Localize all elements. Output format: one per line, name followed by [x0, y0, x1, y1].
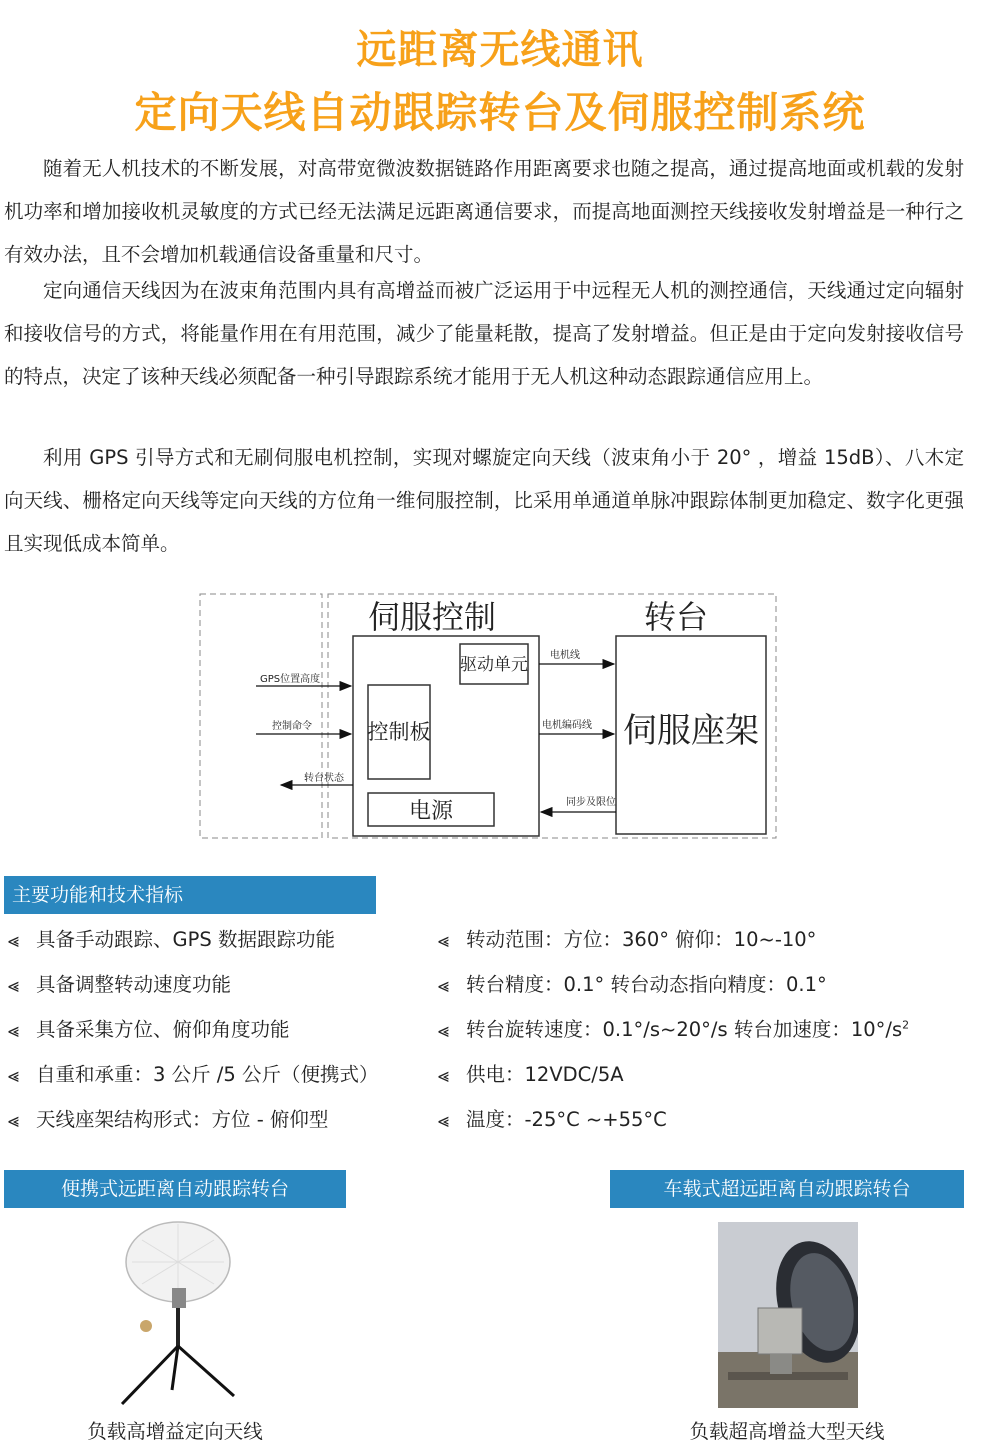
spec-right-item: ⪡ 温度：-25°C ~+55°C [438, 1108, 667, 1132]
page-title-line2: 定向天线自动跟踪转台及伺服控制系统 [134, 88, 866, 137]
portable-antenna-caption: 负载高增益定向天线 [87, 1420, 263, 1443]
intro-paragraph-3: 利用 GPS 引导方式和无刷伺服电机控制，实现对螺旋定向天线（波束角小于 20° ，增益 15dB）、八木定向天线、栅格定向天线等定向天线的方位角一维伺服控制，比采用单通道单脉冲跟踪体制更加稳定、数字化更强且实现低成本简单。 [4, 446, 964, 555]
arrow-left-icon: ⪡ [438, 974, 449, 997]
spec-left-item: ⪡ 天线座架结构形式：方位 - 俯仰型 [8, 1108, 329, 1132]
page-title-line1: 远距离无线通讯 [356, 27, 644, 73]
intro-paragraph-1: 随着无人机技术的不断发展，对高带宽微波数据链路作用距离要求也随之提高，通过提高地面或机载的发射机功率和增加接收机灵敏度的方式已经无法满足远距离通信要求，而提高地面测控天线接收发射增益是一种行之有效办法，且不会增加机载通信设备重量和尺寸。 [4, 157, 964, 266]
spec-left-item: ⪡ 具备调整转动速度功能 [8, 973, 232, 997]
spec-right-item: ⪡ 转台旋转速度：0.1°/s~20°/s 转台加速度：$10^\circ/s^2$ [438, 1018, 910, 1042]
arrow-left-icon: ⪡ [438, 1019, 449, 1042]
arrow-left-icon: ⪡ [8, 1064, 19, 1087]
vehicle-antenna-photo [718, 1222, 858, 1408]
arrow-left-icon: ⪡ [8, 1109, 19, 1132]
status-output-label: 转台状态 [304, 773, 344, 784]
turntable-title: 转台 [644, 598, 709, 636]
spec-left-item: ⪡ 具备手动跟踪、GPS 数据跟踪功能 [8, 928, 335, 952]
drive-unit-label: 驱动单元 [460, 655, 528, 675]
servo-mount-label: 伺服座架 [623, 711, 759, 751]
spec-right-item: ⪡ 转动范围：方位：360° 俯仰：10~-10° [438, 928, 817, 952]
power-label: 电源 [408, 799, 454, 824]
arrow-left-icon: ⪡ [438, 1064, 449, 1087]
spec-right-item: ⪡ 转台精度：0.1° 转台动态指向精度：0.1° [438, 973, 827, 997]
servo-control-title: 伺服控制 [368, 598, 497, 636]
sync-limit-label: 同步及限位 [566, 797, 616, 808]
arrow-left-icon: ⪡ [8, 974, 19, 997]
spec-left-item: ⪡ 自重和承重：3 公斤 /5 公斤（便携式） [8, 1063, 379, 1087]
arrow-left-icon: ⪡ [8, 929, 19, 952]
spec-left-item: ⪡ 具备采集方位、俯仰角度功能 [8, 1018, 290, 1042]
spec-right-item: ⪡ 供电：12VDC/5A [438, 1063, 624, 1087]
encoder-line-label: 电机编码线 [542, 720, 592, 731]
control-board-label: 控制板 [367, 720, 431, 744]
portable-turntable-header: 便携式远距离自动跟踪转台 [4, 1170, 346, 1208]
external-dashed-box [200, 594, 322, 838]
portable-antenna-photo [112, 1218, 242, 1408]
arrow-left-icon: ⪡ [438, 929, 449, 952]
motor-line-label: 电机线 [550, 650, 580, 661]
arrow-left-icon: ⪡ [8, 1019, 19, 1042]
accel-exponent: 2 [902, 1018, 910, 1032]
arrow-left-icon: ⪡ [438, 1109, 449, 1132]
specs-header: 主要功能和技术指标 [4, 876, 376, 914]
vehicle-antenna-caption: 负载超高增益大型天线 [689, 1420, 885, 1443]
system-diagram [196, 590, 780, 844]
gps-input-label: GPS位置高度 [260, 674, 321, 685]
intro-paragraph-2: 定向通信天线因为在波束角范围内具有高增益而被广泛运用于中远程无人机的测控通信，天线通过定向辐射和接收信号的方式，将能量作用在有用范围，减少了能量耗散，提高了发射增益。但正是由于定向发射接收信号的特点，决定了该种天线必须配备一种引导跟踪系统才能用于无人机这种动态跟踪通信应用上。 [4, 279, 964, 388]
vehicle-turntable-header: 车载式超远距离自动跟踪转台 [610, 1170, 964, 1208]
command-input-label: 控制命令 [272, 721, 312, 732]
